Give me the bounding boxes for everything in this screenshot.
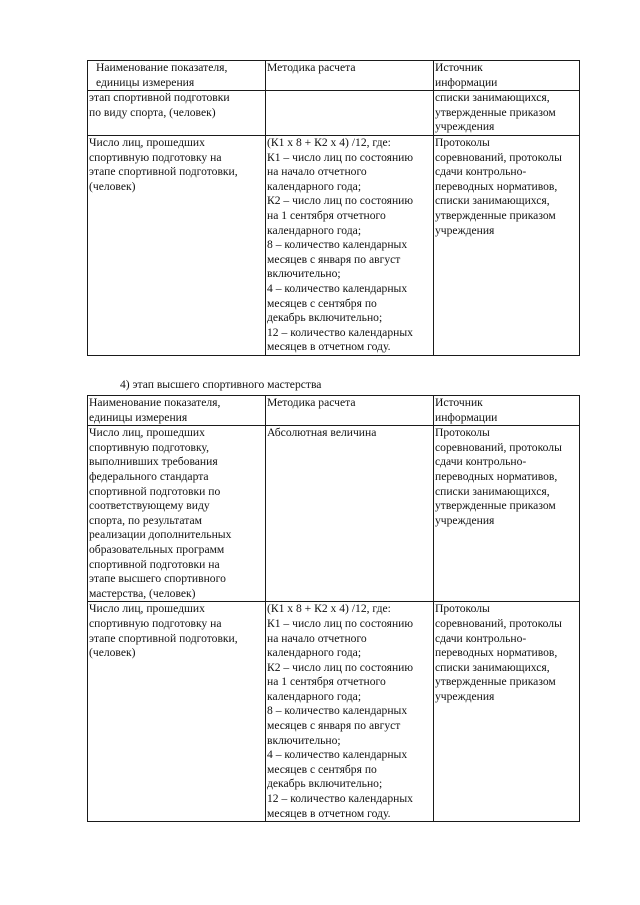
table-row [88, 135, 580, 355]
information-source-cell: Протоколы соревнований, протоколы сдачи контрольно- переводных нормативов, списки занимающихся, утвержденные приказом учреждения [434, 602, 580, 822]
header-indicator-name: Наименование показателя, единицы измерения [88, 396, 266, 426]
information-source-cell: списки занимающихся, утвержденные приказом учреждения [434, 91, 580, 136]
header-information-source: Источник информации [434, 61, 580, 91]
calculation-method-cell: (К1 х 8 + К2 х 4) /12, где: К1 – число лиц по состоянию на начало отчетного календарного года; К2 – число лиц по состоянию на 1 сентября отчетного календарного года; 8 – количество календарных месяцев с января по август включительно; 4 – количество календарных месяцев с сентября по декабрь включительно; 12 – количество календарных месяцев в отчетном году. [266, 602, 434, 822]
indicator-name-cell: этап спортивной подготовки по виду спорта, (человек) [88, 91, 266, 136]
indicator-name-cell: Число лиц, прошедших спортивную подготовку на этапе спортивной подготовки, (человек) [88, 602, 266, 822]
table-row [88, 602, 580, 822]
header-information-source: Источник информации [434, 396, 580, 426]
indicator-name-cell: Число лиц, прошедших спортивную подготовку, выполнивших требования федерального стандарта спортивной подготовки по соответствующему виду спорта, по результатам реализации дополнительных образовательных программ спортивной подготовки на этапе высшего спортивного мастерства, (человек) [88, 426, 266, 602]
table-row [88, 91, 580, 136]
header-indicator-name: Наименование показателя, единицы измерения [88, 61, 266, 91]
table-header-row [88, 61, 580, 91]
calculation-method-cell: (К1 х 8 + К2 х 4) /12, где: К1 – число лиц по состоянию на начало отчетного календарного года; К2 – число лиц по состоянию на 1 сентября отчетного календарного года; 8 – количество календарных месяцев с января по август включительно; 4 – количество календарных месяцев с сентября по декабрь включительно; 12 – количество календарных месяцев в отчетном году. [266, 135, 434, 355]
information-source-cell: Протоколы соревнований, протоколы сдачи контрольно- переводных нормативов, списки занимающихся, утвержденные приказом учреждения [434, 135, 580, 355]
table-row [88, 426, 580, 602]
information-source-cell: Протоколы соревнований, протоколы сдачи контрольно- переводных нормативов, списки занимающихся, утвержденные приказом учреждения [434, 426, 580, 602]
header-calculation-method: Методика расчета [266, 396, 434, 426]
indicators-table-higher-mastery [87, 395, 580, 822]
header-calculation-method: Методика расчета [266, 61, 434, 91]
table-header-row [88, 396, 580, 426]
indicator-name-cell: Число лиц, прошедших спортивную подготовку на этапе спортивной подготовки, (человек) [88, 135, 266, 355]
calculation-method-cell [266, 91, 434, 136]
indicators-table-continued [87, 60, 580, 356]
calculation-method-cell: Абсолютная величина [266, 426, 434, 602]
section-title: 4) этап высшего спортивного мастерства [120, 378, 322, 391]
